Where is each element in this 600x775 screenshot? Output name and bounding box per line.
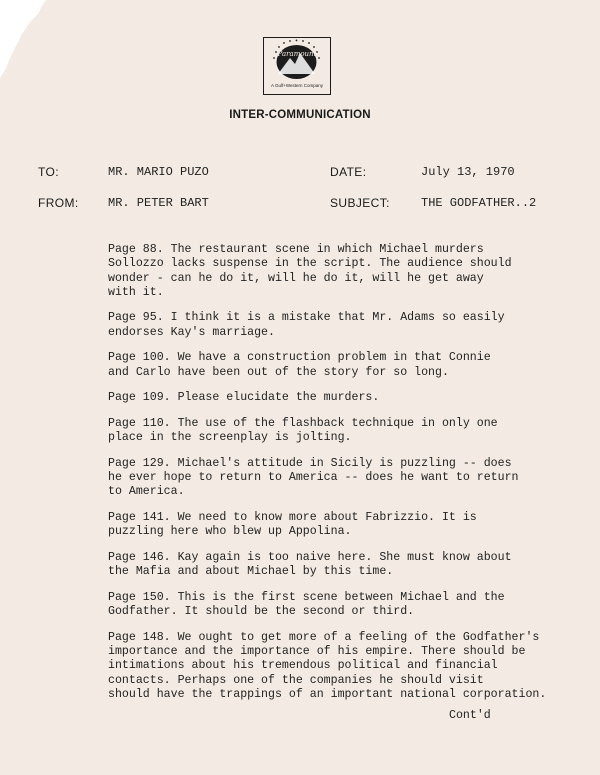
subject-value: THE GODFATHER..2 bbox=[421, 196, 537, 210]
memo-title: INTER-COMMUNICATION bbox=[229, 109, 371, 121]
from-value: MR. PETER BART bbox=[108, 196, 209, 210]
subject-label: SUBJECT: bbox=[330, 196, 390, 210]
torn-corner bbox=[0, 0, 48, 80]
note-paragraph: Page 148. We ought to get more of a feeling of the Godfather's importance and the importance of his empire. There should be intimations about his tremendous political and financial contacts. Perhaps one of the companies he should visit should have the trappings of an important national corporation. bbox=[108, 630, 547, 701]
note-paragraph: Page 141. We need to know more about Fabrizzio. It is puzzling here who blew up Appolina. bbox=[108, 510, 477, 539]
to-label: TO: bbox=[38, 165, 59, 179]
date-label: DATE: bbox=[330, 165, 367, 179]
logo-subtitle: A Gulf+Western Company bbox=[270, 83, 324, 88]
to-value: MR. MARIO PUZO bbox=[108, 165, 209, 179]
paramount-logo bbox=[263, 37, 331, 95]
date-value: July 13, 1970 bbox=[421, 165, 515, 179]
note-paragraph: Page 88. The restaurant scene in which Michael murders Sollozzo lacks suspense in the script. The audience should wonder - can he do it, will he do it, will he get away with it. bbox=[108, 243, 512, 299]
note-paragraph: Page 110. The use of the flashback technique in only one place in the screenplay is jolting. bbox=[108, 416, 498, 445]
note-paragraph: Page 100. We have a construction problem in that Connie and Carlo have been out of the story for so long. bbox=[108, 351, 491, 379]
note-paragraph: Page 146. Kay again is too naive here. She must know about the Mafia and about Michael by this time. bbox=[108, 550, 512, 579]
note-paragraph: Page 150. This is the first scene between Michael and the Godfather. It should be the second or third. bbox=[108, 590, 505, 619]
logo-brand-name: Paramount bbox=[277, 50, 317, 58]
memo-body bbox=[108, 243, 558, 713]
from-label: FROM: bbox=[38, 196, 79, 210]
note-paragraph: Page 109. Please elucidate the murders. bbox=[108, 391, 380, 405]
note-paragraph: Page 95. I think it is a mistake that Mr. Adams so easily endorses Kay's marriage. bbox=[108, 311, 505, 339]
continued-note: Cont'd bbox=[449, 709, 491, 722]
note-paragraph: Page 129. Michael's attitude in Sicily is puzzling -- does he ever hope to return to America -- does he want to return to America. bbox=[108, 456, 519, 499]
